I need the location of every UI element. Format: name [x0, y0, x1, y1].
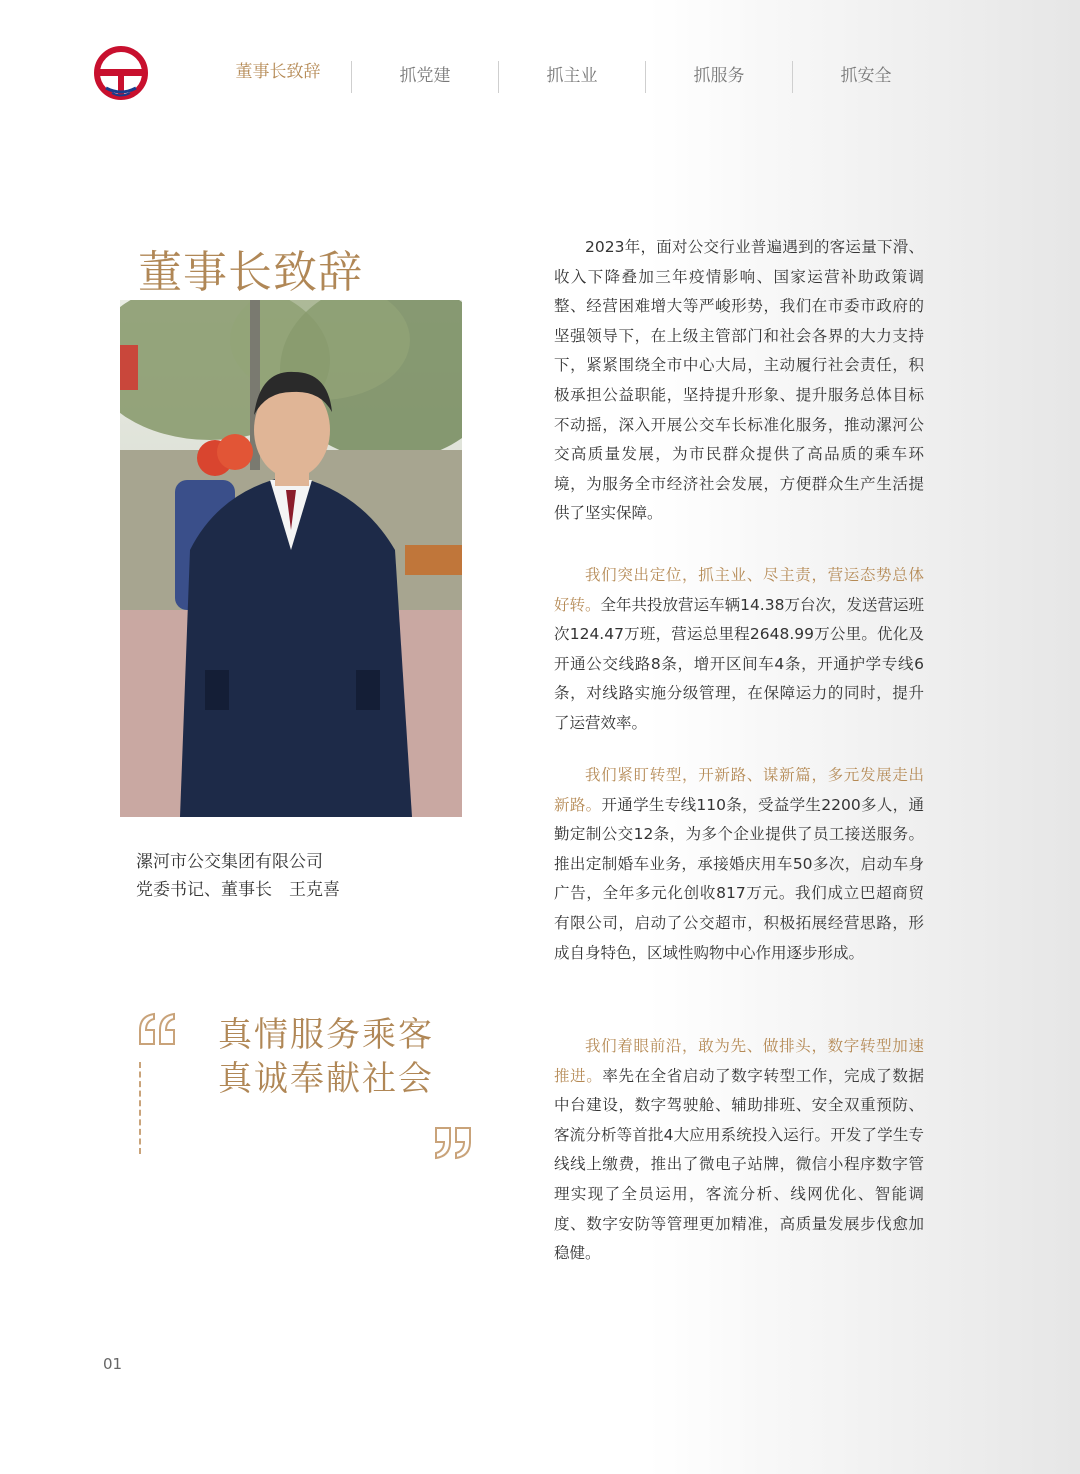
close-quote-icon — [430, 1122, 474, 1162]
nav-item-chairman-speech[interactable]: 董事长致辞 — [235, 62, 321, 82]
caption-company: 漯河市公交集团有限公司 — [136, 852, 323, 872]
slogan-line-2: 真诚奉献社会 — [218, 1059, 434, 1099]
nav-item-service[interactable]: 抓服务 — [693, 66, 745, 86]
portrait-caption — [136, 848, 340, 904]
chairman-portrait — [120, 300, 462, 817]
quote-divider — [139, 1062, 141, 1154]
nav-item-main-business[interactable]: 抓主业 — [546, 66, 598, 86]
paragraph-transformation — [554, 761, 924, 968]
nav-item-safety[interactable]: 抓安全 — [840, 66, 892, 86]
caption-title-name: 党委书记、董事长 王克喜 — [136, 880, 340, 900]
page-number: 01 — [103, 1355, 123, 1373]
paragraph-highlight: 我们着眼前沿，敢为先、做排头，数字转型加速推进。 — [554, 1037, 924, 1085]
paragraph-body: 全年共投放营运车辆14.38万台次，发送营运班次124.47万班，营运总里程2648.99万公里。优化及开通公交线路8条，增开区间车4条，开通护学专线6条，对线路实施分级管理，在保障运力的同时，提升了运营效率。 — [554, 595, 924, 732]
paragraph-intro: 2023年，面对公交行业普遍遇到的客运量下滑、收入下降叠加三年疫情影响、国家运营补助政策调整、经营困难增大等严峻形势，我们在市委市政府的坚强领导下，在上级主管部门和社会各界的大力支持下，紧紧围绕全市中心大局，主动履行社会责任，积极承担公益职能，坚持提升形象、提升服务总体目标不动摇，深入开展公交车长标准化服务，推动漯河公交高质量发展，为市民群众提供了高品质的乘车环境，为服务全市经济社会发展，方便群众生产生活提供了坚实保障。 — [554, 238, 924, 523]
paragraph-highlight: 我们突出定位，抓主业、尽主责，营运态势总体好转。 — [554, 566, 924, 614]
page-title: 董事长致辞 — [138, 247, 363, 298]
slogan-line-1: 真情服务乘客 — [218, 1015, 434, 1055]
paragraph-digital — [554, 1032, 924, 1269]
paragraph-body: 开通学生专线110条，受益学生2200多人，通勤定制公交12条，为多个企业提供了员工接送服务。推出定制婚车业务，承接婚庆用车50多次，启动车身广告，全年多元化创收817万元。我们成立巴超商贸有限公司，启动了公交超市，积极拓展经营思路，形成自身特色，区域性购物中心作用逐步形成。 — [554, 795, 924, 962]
open-quote-icon — [136, 1010, 180, 1050]
top-nav — [205, 58, 939, 94]
paragraph-body: 率先在全省启动了数字转型工作，完成了数据中台建设，数字驾驶舱、辅助排班、安全双重预防、客流分析等首批4大应用系统投入运行。开发了学生专线线上缴费，推出了微电子站牌，微信小程序数字管理实现了全员运用，客流分析、线网优化、智能调度、数字安防等管理更加精准，高质量发展步伐愈加稳健。 — [554, 1066, 924, 1263]
slogan — [218, 1013, 434, 1101]
paragraph-highlight: 我们紧盯转型，开新路、谋新篇，多元发展走出新路。 — [554, 766, 924, 814]
company-logo — [92, 44, 150, 102]
paragraph-main-business — [554, 561, 924, 739]
nav-item-party-building[interactable]: 抓党建 — [399, 66, 451, 86]
